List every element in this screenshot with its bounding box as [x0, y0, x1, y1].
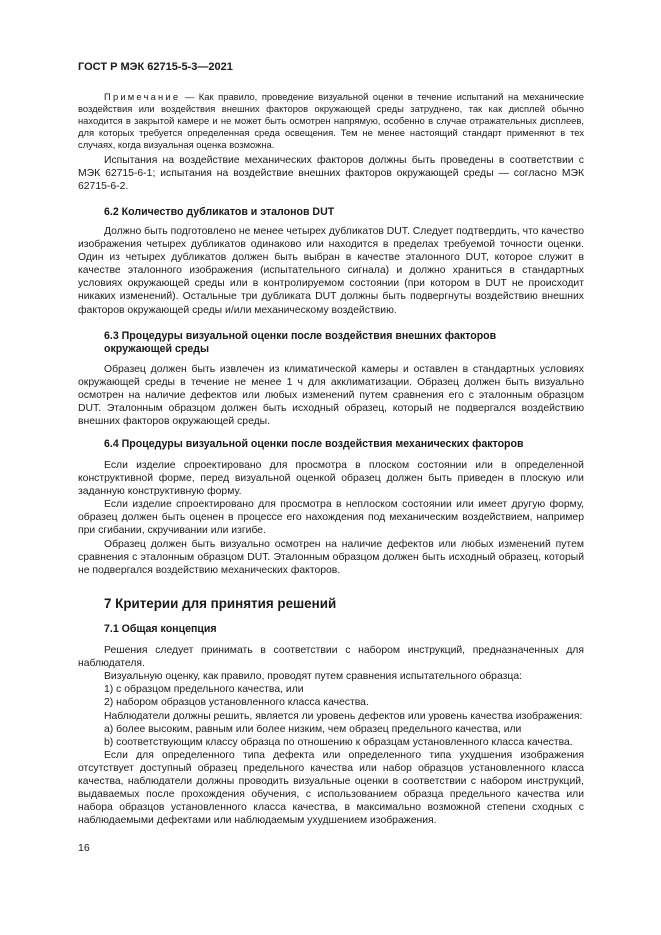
- paragraph: Визуальную оценку, как правило, проводят путем сравнения испытательного образца:: [104, 671, 523, 683]
- document-header: ГОСТ Р МЭК 62715-5-3—2021: [78, 61, 233, 73]
- paragraph: Если изделие спроектировано для просмотра в плоском состоянии или в определенной конструктивной форме, перед визуальной оценкой образец должен быть приведен в плоскую или заданную конструктивную форму.: [78, 460, 584, 498]
- note-block: [78, 91, 584, 151]
- paragraph: Испытания на воздействие механических факторов должны быть проведены в соответствии с МЭК 62715-6-1; испытания на воздействие внешних факторов окружающей среды — согласно МЭК 62715-6-2.: [78, 155, 584, 193]
- chapter-heading: 7 Критерии для принятия решений: [104, 596, 337, 611]
- section-heading: 6.3 Процедуры визуальной оценки после воздействия внешних факторов окружающей среды: [104, 330, 497, 355]
- section-6-3: [78, 330, 584, 428]
- list-item: 2) набором образцов установленного класса качества.: [104, 697, 369, 709]
- section-heading: 6.2 Количество дубликатов и эталонов DUT: [104, 206, 335, 218]
- page-number: 16: [78, 842, 90, 854]
- note-text: — Как правило, проведение визуальной оценки в течение испытаний на механические воздействия или воздействия внешних факторов окружающей среды затруднено, так как дисплей обычно находится в закрытой камере и не может быть осмотрен напрямую, особенно в случае отражательных дисплеев, для которых требуется определенная среда освещения. Тем не менее настоящий стандарт применяют в тех случаях, когда визуальная оценка возможна.: [78, 91, 584, 150]
- paragraph: Образец должен быть визуально осмотрен на наличие дефектов или любых изменений путем сравнения с эталонным образцом DUT. Эталонным образцом должен быть исходный образец, который не подвергался воздействию механических факторов.: [78, 538, 584, 576]
- paragraph: Если для определенного типа дефекта или определенного типа ухудшения изображения отсутствует доступный образец предельного качества или набор образцов установленного класса качества, наблюдатели должны проводить визуальные оценки в соответствии с набором инструкций, выдаваемых после прохождения обучения, с использованием образца предельного качества или набора образцов установленного класса качества, в максимально возможной степени сходных с наблюдаемыми дефектами или наблюдаемым ухудшением изображения.: [78, 749, 584, 827]
- paragraph: Решения следует принимать в соответствии с набором инструкций, предназначенных для наблюдателя.: [78, 645, 584, 670]
- list-item: 1) с образцом предельного качества, или: [104, 684, 304, 696]
- section-6-4: [78, 438, 584, 577]
- list-item: b) соответствующим классу образца по отношению к образцам установленного класса качества.: [104, 736, 573, 748]
- section-7: [78, 597, 584, 827]
- paragraph: Если изделие спроектировано для просмотра в неплоском состоянии или имеет другую форму, образец должен быть оценен в процессе его нахождения под механическим воздействием, например при сгибании, скручивании или изгибе.: [78, 499, 584, 537]
- paragraph: Должно быть подготовлено не менее четырех дубликатов DUT. Следует подтвердить, что качество изображения четырех дубликатов одинаково или находится в пределах требуемой точности оценки. Один из четырех дубликатов должен быть выбран в качестве эталонного DUT, которое служит в качестве эталонного изображения (испытательного сигнала) и должно храниться в стандартных условиях окружающей среды или в контролируемом состоянии (при котором в DUT не происходит никаких изменений). Остальные три дубликата DUT должны быть подвергнуты воздействию внешних факторов окружающей среды и/или механическому воздействию.: [78, 226, 584, 316]
- list-item: a) более высоким, равным или более низким, чем образец предельного качества, или: [104, 723, 522, 735]
- note-label: Примечание: [104, 91, 181, 102]
- section-6-2: [78, 206, 584, 317]
- paragraph: Образец должен быть извлечен из климатической камеры и оставлен в стандартных условиях окружающей среды в течение не менее 1 ч для акклиматизации. Образец должен быть визуально осмотрен на наличие дефектов или любых изменений путем сравнения его с эталонным образцом DUT. Эталонным образцом должен быть исходный образец, который не подвергался воздействию внешних факторов окружающей среды.: [78, 364, 584, 428]
- section-heading: 7.1 Общая концепция: [104, 623, 217, 636]
- paragraph: Наблюдатели должны решить, является ли уровень дефектов или уровень качества изображения:: [104, 710, 583, 722]
- intro-paragraph: [78, 154, 584, 193]
- section-heading: 6.4 Процедуры визуальной оценки после воздействия механических факторов: [104, 438, 524, 450]
